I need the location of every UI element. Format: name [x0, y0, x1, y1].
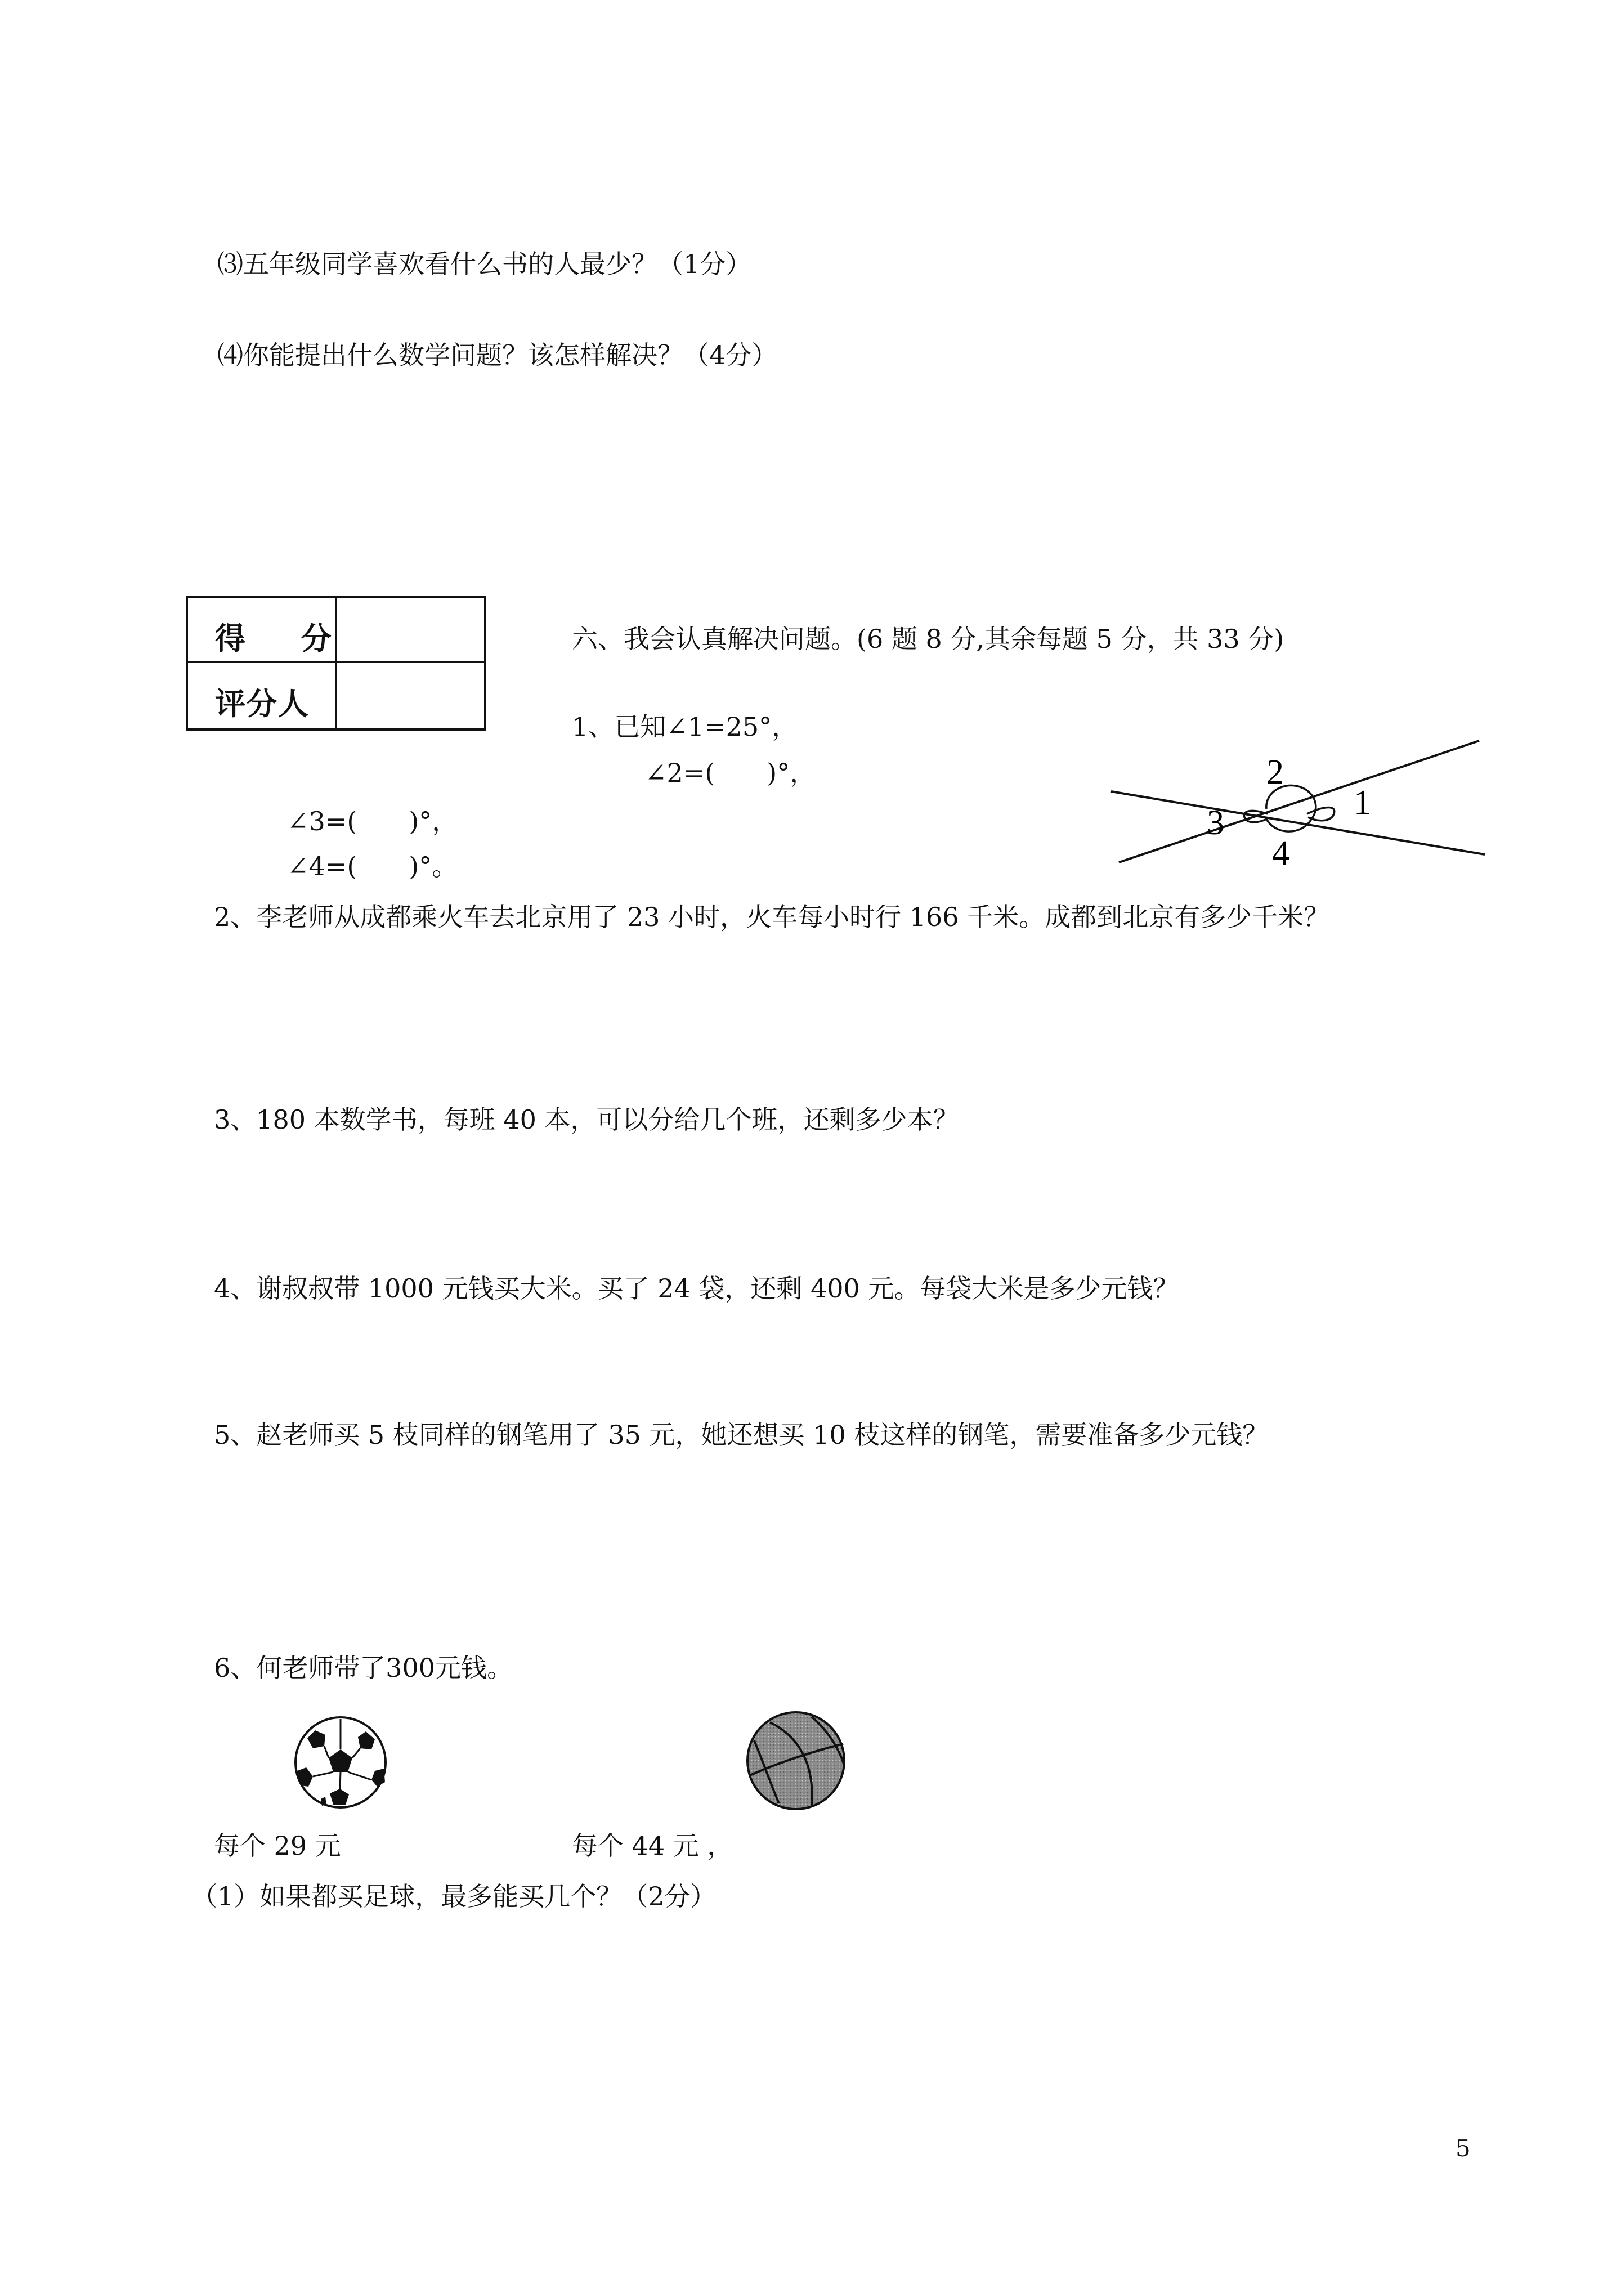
page-number: 5 [1456, 2134, 1471, 2162]
question-4: ⑷你能提出什么数学问题？该怎样解决？（4分） [217, 340, 778, 370]
score-table [186, 596, 486, 731]
problem-2: 2、李老师从成都乘火车去北京用了 23 小时，火车每小时行 166 千米。成都到北京有多少千米？ [214, 902, 1330, 932]
problem-6-intro: 6、何老师带了300元钱。 [214, 1653, 513, 1683]
angle-diagram [1103, 732, 1497, 872]
problem-5: 5、赵老师买 5 枝同样的钢笔用了 35 元，她还想买 10 枝这样的钢笔，需要准备多少元钱？ [214, 1420, 1269, 1450]
arc-1 [1307, 808, 1335, 821]
problem-6-sub-1: （1）如果都买足球，最多能买几个？（2分） [191, 1881, 717, 1912]
problem-1-angle-2: ∠2=( )°， [645, 758, 816, 788]
grader-cell[interactable] [337, 663, 484, 728]
basketball-price: 每个 44 元 ， [572, 1830, 733, 1861]
table-divider [335, 598, 337, 728]
problem-3: 3、180 本数学书，每班 40 本，可以分给几个班，还剩多少本？ [214, 1104, 959, 1135]
problem-1-angle-3: ∠3=( )°， [287, 806, 458, 836]
label-3: 3 [1207, 804, 1224, 842]
problem-1-angle-4: ∠4=( )°。 [287, 851, 458, 881]
label-1: 1 [1354, 784, 1371, 822]
problem-1-given: 1、已知∠1=25°， [572, 711, 798, 742]
soccer-ball-image [293, 1715, 388, 1810]
score-label: 得 分 [215, 621, 354, 656]
score-cell[interactable] [337, 598, 484, 661]
basketball-image [744, 1709, 848, 1812]
question-3: ⑶五年级同学喜欢看什么书的人最少？（1分） [217, 249, 752, 279]
label-4: 4 [1272, 834, 1289, 872]
label-2: 2 [1266, 753, 1284, 791]
grader-label: 评分人 [215, 686, 310, 722]
problem-4: 4、谢叔叔带 1000 元钱买大米。买了 24 袋，还剩 400 元。每袋大米是多少元钱？ [214, 1273, 1179, 1304]
soccer-price: 每个 29 元 [214, 1830, 341, 1861]
section-heading: 六、我会认真解决问题。(6 题 8 分,其余每题 5 分，共 33 分) [572, 624, 1284, 654]
